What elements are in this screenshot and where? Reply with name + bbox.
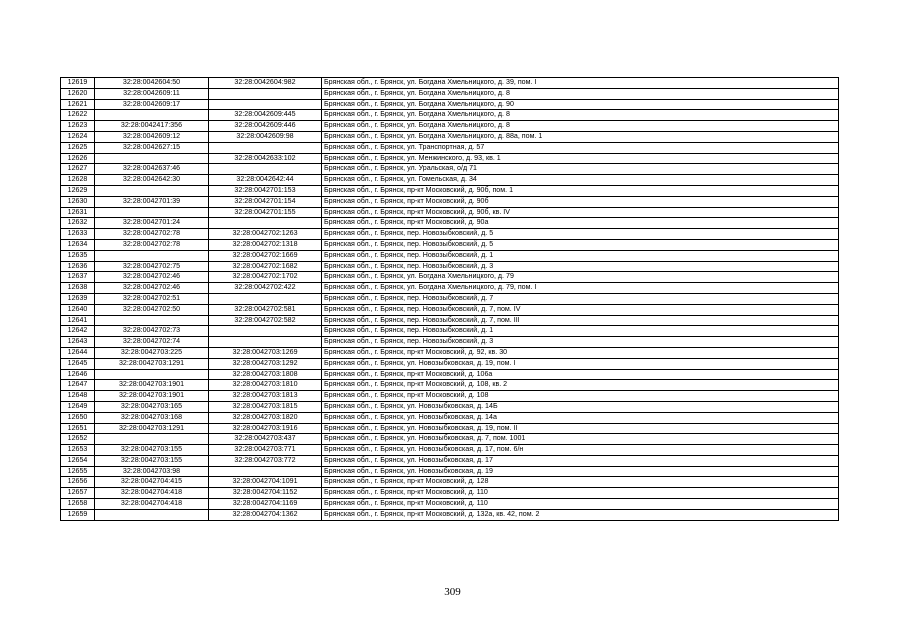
table-row [61, 423, 839, 434]
address-cell: Брянская обл., г. Брянск, пр-кт Московский, д. 90б [322, 196, 839, 207]
row-number-cell: 12642 [61, 326, 95, 337]
address-cell: Брянская обл., г. Брянск, ул. Уральская, о/д 71 [322, 164, 839, 175]
registry-table-body [61, 78, 839, 521]
address-cell: Брянская обл., г. Брянск, ул. Богдана Хмельницкого, д. 79 [322, 272, 839, 283]
row-number-cell: 12625 [61, 142, 95, 153]
row-number-cell: 12639 [61, 293, 95, 304]
cadastral-number-parcel-cell [95, 153, 209, 164]
address-cell: Брянская обл., г. Брянск, пр-кт Московский, д. 110 [322, 499, 839, 510]
table-row [61, 455, 839, 466]
cadastral-number-parcel-cell: 32:28:0042703:165 [95, 401, 209, 412]
address-cell: Брянская обл., г. Брянск, ул. Новозыбковская, д. 17 [322, 455, 839, 466]
cadastral-number-object-cell: 32:28:0042702:1318 [209, 239, 322, 250]
cadastral-number-parcel-cell: 32:28:0042702:46 [95, 272, 209, 283]
row-number-cell: 12632 [61, 218, 95, 229]
cadastral-number-object-cell: 32:28:0042702:1263 [209, 229, 322, 240]
row-number-cell: 12623 [61, 121, 95, 132]
row-number-cell: 12622 [61, 110, 95, 121]
row-number-cell: 12648 [61, 391, 95, 402]
table-row [61, 250, 839, 261]
table-row [61, 499, 839, 510]
row-number-cell: 12652 [61, 434, 95, 445]
table-row [61, 78, 839, 89]
cadastral-number-object-cell: 32:28:0042703:1820 [209, 412, 322, 423]
address-cell: Брянская обл., г. Брянск, ул. Новозыбковская, д. 14Б [322, 401, 839, 412]
cadastral-number-parcel-cell: 32:28:0042703:155 [95, 455, 209, 466]
cadastral-number-object-cell [209, 326, 322, 337]
table-row [61, 229, 839, 240]
cadastral-number-object-cell: 32:28:0042703:771 [209, 445, 322, 456]
row-number-cell: 12644 [61, 347, 95, 358]
address-cell: Брянская обл., г. Брянск, ул. Богдана Хмельницкого, д. 79, пом. I [322, 283, 839, 294]
cadastral-number-object-cell: 32:28:0042704:1362 [209, 509, 322, 520]
row-number-cell: 12637 [61, 272, 95, 283]
row-number-cell: 12619 [61, 78, 95, 89]
address-cell: Брянская обл., г. Брянск, пр-кт Московский, д. 92, кв. 30 [322, 347, 839, 358]
cadastral-number-object-cell: 32:28:0042633:102 [209, 153, 322, 164]
table-row [61, 110, 839, 121]
cadastral-number-object-cell [209, 218, 322, 229]
table-row [61, 412, 839, 423]
address-cell: Брянская обл., г. Брянск, пер. Новозыбковский, д. 3 [322, 337, 839, 348]
cadastral-number-parcel-cell [95, 207, 209, 218]
address-cell: Брянская обл., г. Брянск, ул. Богдана Хмельницкого, д. 39, пом. I [322, 78, 839, 89]
address-cell: Брянская обл., г. Брянск, ул. Новозыбковская, д. 17, пом. 6/н [322, 445, 839, 456]
cadastral-number-object-cell: 32:28:0042609:98 [209, 131, 322, 142]
row-number-cell: 12641 [61, 315, 95, 326]
table-row [61, 509, 839, 520]
cadastral-number-object-cell: 32:28:0042604:982 [209, 78, 322, 89]
row-number-cell: 12645 [61, 358, 95, 369]
row-number-cell: 12654 [61, 455, 95, 466]
cadastral-number-parcel-cell: 32:28:0042703:1291 [95, 423, 209, 434]
table-row [61, 185, 839, 196]
address-cell: Брянская обл., г. Брянск, пер. Новозыбковский, д. 7, пом. IV [322, 304, 839, 315]
cadastral-number-parcel-cell: 32:28:0042703:1901 [95, 391, 209, 402]
cadastral-number-parcel-cell: 32:28:0042701:39 [95, 196, 209, 207]
address-cell: Брянская обл., г. Брянск, пер. Новозыбковский, д. 7, пом. III [322, 315, 839, 326]
row-number-cell: 12638 [61, 283, 95, 294]
table-row [61, 142, 839, 153]
cadastral-number-parcel-cell [95, 250, 209, 261]
row-number-cell: 12629 [61, 185, 95, 196]
table-row [61, 369, 839, 380]
cadastral-number-object-cell: 32:28:0042701:153 [209, 185, 322, 196]
address-cell: Брянская обл., г. Брянск, пер. Новозыбковский, д. 7 [322, 293, 839, 304]
cadastral-number-parcel-cell: 32:28:0042609:17 [95, 99, 209, 110]
row-number-cell: 12658 [61, 499, 95, 510]
row-number-cell: 12628 [61, 175, 95, 186]
cadastral-number-parcel-cell: 32:28:0042703:98 [95, 466, 209, 477]
table-row [61, 315, 839, 326]
row-number-cell: 12655 [61, 466, 95, 477]
row-number-cell: 12631 [61, 207, 95, 218]
address-cell: Брянская обл., г. Брянск, ул. Богдана Хмельницкого, д. 8 [322, 121, 839, 132]
table-row [61, 131, 839, 142]
address-cell: Брянская обл., г. Брянск, пр-кт Московский, д. 128 [322, 477, 839, 488]
cadastral-number-parcel-cell: 32:28:0042609:12 [95, 131, 209, 142]
row-number-cell: 12624 [61, 131, 95, 142]
cadastral-number-parcel-cell: 32:28:0042702:74 [95, 337, 209, 348]
row-number-cell: 12656 [61, 477, 95, 488]
cadastral-number-parcel-cell: 32:28:0042702:78 [95, 229, 209, 240]
cadastral-number-object-cell [209, 337, 322, 348]
table-row [61, 347, 839, 358]
cadastral-number-parcel-cell: 32:28:0042703:1291 [95, 358, 209, 369]
cadastral-number-object-cell: 32:28:0042702:1669 [209, 250, 322, 261]
address-cell: Брянская обл., г. Брянск, ул. Гомельская, д. 34 [322, 175, 839, 186]
cadastral-number-parcel-cell: 32:28:0042702:51 [95, 293, 209, 304]
cadastral-number-parcel-cell: 32:28:0042642:30 [95, 175, 209, 186]
table-row [61, 153, 839, 164]
cadastral-number-parcel-cell [95, 185, 209, 196]
row-number-cell: 12643 [61, 337, 95, 348]
cadastral-number-object-cell: 32:28:0042642:44 [209, 175, 322, 186]
row-number-cell: 12640 [61, 304, 95, 315]
row-number-cell: 12635 [61, 250, 95, 261]
cadastral-number-object-cell: 32:28:0042703:1808 [209, 369, 322, 380]
address-cell: Брянская обл., г. Брянск, ул. Новозыбковская, д. 14а [322, 412, 839, 423]
address-cell: Брянская обл., г. Брянск, ул. Транспортная, д. 57 [322, 142, 839, 153]
cadastral-number-object-cell: 32:28:0042703:1916 [209, 423, 322, 434]
table-row [61, 272, 839, 283]
table-row [61, 488, 839, 499]
cadastral-number-object-cell: 32:28:0042703:1269 [209, 347, 322, 358]
table-row [61, 445, 839, 456]
table-row [61, 380, 839, 391]
cadastral-number-object-cell: 32:28:0042609:445 [209, 110, 322, 121]
row-number-cell: 12653 [61, 445, 95, 456]
address-cell: Брянская обл., г. Брянск, ул. Новозыбковская, д. 7, пом. 1001 [322, 434, 839, 445]
address-cell: Брянская обл., г. Брянск, пр-кт Московский, д. 110 [322, 488, 839, 499]
row-number-cell: 12621 [61, 99, 95, 110]
cadastral-number-parcel-cell: 32:28:0042703:225 [95, 347, 209, 358]
address-cell: Брянская обл., г. Брянск, ул. Богдана Хмельницкого, д. 90 [322, 99, 839, 110]
table-row [61, 477, 839, 488]
table-row [61, 337, 839, 348]
address-cell: Брянская обл., г. Брянск, ул. Богдана Хмельницкого, д. 8 [322, 88, 839, 99]
cadastral-number-object-cell [209, 142, 322, 153]
address-cell: Брянская обл., г. Брянск, пр-кт Московский, д. 108, кв. 2 [322, 380, 839, 391]
cadastral-number-parcel-cell: 32:28:0042627:15 [95, 142, 209, 153]
table-row [61, 196, 839, 207]
address-cell: Брянская обл., г. Брянск, пр-кт Московский, д. 108 [322, 391, 839, 402]
cadastral-number-object-cell: 32:28:0042704:1152 [209, 488, 322, 499]
cadastral-number-parcel-cell: 32:28:0042604:50 [95, 78, 209, 89]
row-number-cell: 12649 [61, 401, 95, 412]
address-cell: Брянская обл., г. Брянск, ул. Богдана Хмельницкого, д. 88а, пом. 1 [322, 131, 839, 142]
address-cell: Брянская обл., г. Брянск, пр-кт Московский, д. 132а, кв. 42, пом. 2 [322, 509, 839, 520]
cadastral-number-parcel-cell: 32:28:0042609:11 [95, 88, 209, 99]
address-cell: Брянская обл., г. Брянск, пр-кт Московский, д. 90а [322, 218, 839, 229]
cadastral-number-parcel-cell [95, 110, 209, 121]
cadastral-number-parcel-cell: 32:28:0042702:75 [95, 261, 209, 272]
cadastral-number-parcel-cell: 32:28:0042637:46 [95, 164, 209, 175]
table-row [61, 239, 839, 250]
row-number-cell: 12633 [61, 229, 95, 240]
cadastral-number-parcel-cell [95, 509, 209, 520]
cadastral-number-object-cell [209, 164, 322, 175]
cadastral-number-object-cell [209, 466, 322, 477]
table-row [61, 283, 839, 294]
cadastral-number-parcel-cell: 32:28:0042703:1901 [95, 380, 209, 391]
cadastral-number-object-cell: 32:28:0042703:1810 [209, 380, 322, 391]
table-row [61, 121, 839, 132]
address-cell: Брянская обл., г. Брянск, пр-кт Московский, д. 90б, кв. IV [322, 207, 839, 218]
cadastral-number-object-cell [209, 99, 322, 110]
table-row [61, 99, 839, 110]
table-row [61, 326, 839, 337]
cadastral-number-object-cell [209, 293, 322, 304]
cadastral-number-object-cell: 32:28:0042701:155 [209, 207, 322, 218]
cadastral-number-object-cell: 32:28:0042701:154 [209, 196, 322, 207]
table-row [61, 207, 839, 218]
row-number-cell: 12630 [61, 196, 95, 207]
cadastral-number-object-cell: 32:28:0042703:1815 [209, 401, 322, 412]
cadastral-number-object-cell: 32:28:0042703:772 [209, 455, 322, 466]
address-cell: Брянская обл., г. Брянск, пер. Новозыбковский, д. 3 [322, 261, 839, 272]
cadastral-number-parcel-cell [95, 369, 209, 380]
cadastral-number-parcel-cell: 32:28:0042704:418 [95, 488, 209, 499]
cadastral-number-parcel-cell [95, 434, 209, 445]
cadastral-number-object-cell: 32:28:0042609:446 [209, 121, 322, 132]
address-cell: Брянская обл., г. Брянск, ул. Менжинского, д. 93, кв. 1 [322, 153, 839, 164]
table-row [61, 358, 839, 369]
cadastral-number-parcel-cell: 32:28:0042704:415 [95, 477, 209, 488]
address-cell: Брянская обл., г. Брянск, пр-кт Московский, д. 90б, пом. 1 [322, 185, 839, 196]
cadastral-number-parcel-cell: 32:28:0042703:168 [95, 412, 209, 423]
row-number-cell: 12647 [61, 380, 95, 391]
table-row [61, 401, 839, 412]
address-cell: Брянская обл., г. Брянск, пер. Новозыбковский, д. 1 [322, 250, 839, 261]
table-row [61, 164, 839, 175]
table-row [61, 304, 839, 315]
cadastral-number-object-cell: 32:28:0042702:1702 [209, 272, 322, 283]
table-row [61, 293, 839, 304]
registry-table [60, 77, 839, 521]
address-cell: Брянская обл., г. Брянск, пер. Новозыбковский, д. 5 [322, 239, 839, 250]
cadastral-number-object-cell: 32:28:0042703:437 [209, 434, 322, 445]
cadastral-number-parcel-cell [95, 315, 209, 326]
row-number-cell: 12650 [61, 412, 95, 423]
table-row [61, 466, 839, 477]
row-number-cell: 12627 [61, 164, 95, 175]
table-row [61, 88, 839, 99]
table-row [61, 218, 839, 229]
cadastral-number-parcel-cell: 32:28:0042702:50 [95, 304, 209, 315]
address-cell: Брянская обл., г. Брянск, ул. Богдана Хмельницкого, д. 8 [322, 110, 839, 121]
cadastral-number-object-cell: 32:28:0042704:1169 [209, 499, 322, 510]
row-number-cell: 12646 [61, 369, 95, 380]
address-cell: Брянская обл., г. Брянск, пер. Новозыбковский, д. 1 [322, 326, 839, 337]
cadastral-number-parcel-cell: 32:28:0042704:418 [95, 499, 209, 510]
row-number-cell: 12659 [61, 509, 95, 520]
cadastral-number-object-cell [209, 88, 322, 99]
page-number: 309 [444, 586, 461, 598]
cadastral-number-parcel-cell: 32:28:0042417:356 [95, 121, 209, 132]
table-row [61, 175, 839, 186]
cadastral-number-object-cell: 32:28:0042702:581 [209, 304, 322, 315]
cadastral-number-object-cell: 32:28:0042704:1091 [209, 477, 322, 488]
table-row [61, 391, 839, 402]
table-row [61, 261, 839, 272]
cadastral-number-object-cell: 32:28:0042703:1813 [209, 391, 322, 402]
cadastral-number-parcel-cell: 32:28:0042702:73 [95, 326, 209, 337]
cadastral-number-parcel-cell: 32:28:0042703:155 [95, 445, 209, 456]
cadastral-number-object-cell: 32:28:0042702:422 [209, 283, 322, 294]
address-cell: Брянская обл., г. Брянск, пр-кт Московский, д. 106а [322, 369, 839, 380]
address-cell: Брянская обл., г. Брянск, ул. Новозыбковская, д. 19, пом. II [322, 423, 839, 434]
cadastral-number-parcel-cell: 32:28:0042702:46 [95, 283, 209, 294]
row-number-cell: 12651 [61, 423, 95, 434]
address-cell: Брянская обл., г. Брянск, пер. Новозыбковский, д. 5 [322, 229, 839, 240]
address-cell: Брянская обл., г. Брянск, ул. Новозыбковская, д. 19, пом. I [322, 358, 839, 369]
cadastral-number-object-cell: 32:28:0042702:582 [209, 315, 322, 326]
cadastral-number-parcel-cell: 32:28:0042701:24 [95, 218, 209, 229]
row-number-cell: 12626 [61, 153, 95, 164]
cadastral-number-object-cell: 32:28:0042703:1292 [209, 358, 322, 369]
row-number-cell: 12636 [61, 261, 95, 272]
row-number-cell: 12634 [61, 239, 95, 250]
row-number-cell: 12657 [61, 488, 95, 499]
cadastral-number-object-cell: 32:28:0042702:1682 [209, 261, 322, 272]
table-row [61, 434, 839, 445]
row-number-cell: 12620 [61, 88, 95, 99]
cadastral-number-parcel-cell: 32:28:0042702:78 [95, 239, 209, 250]
address-cell: Брянская обл., г. Брянск, ул. Новозыбковская, д. 19 [322, 466, 839, 477]
